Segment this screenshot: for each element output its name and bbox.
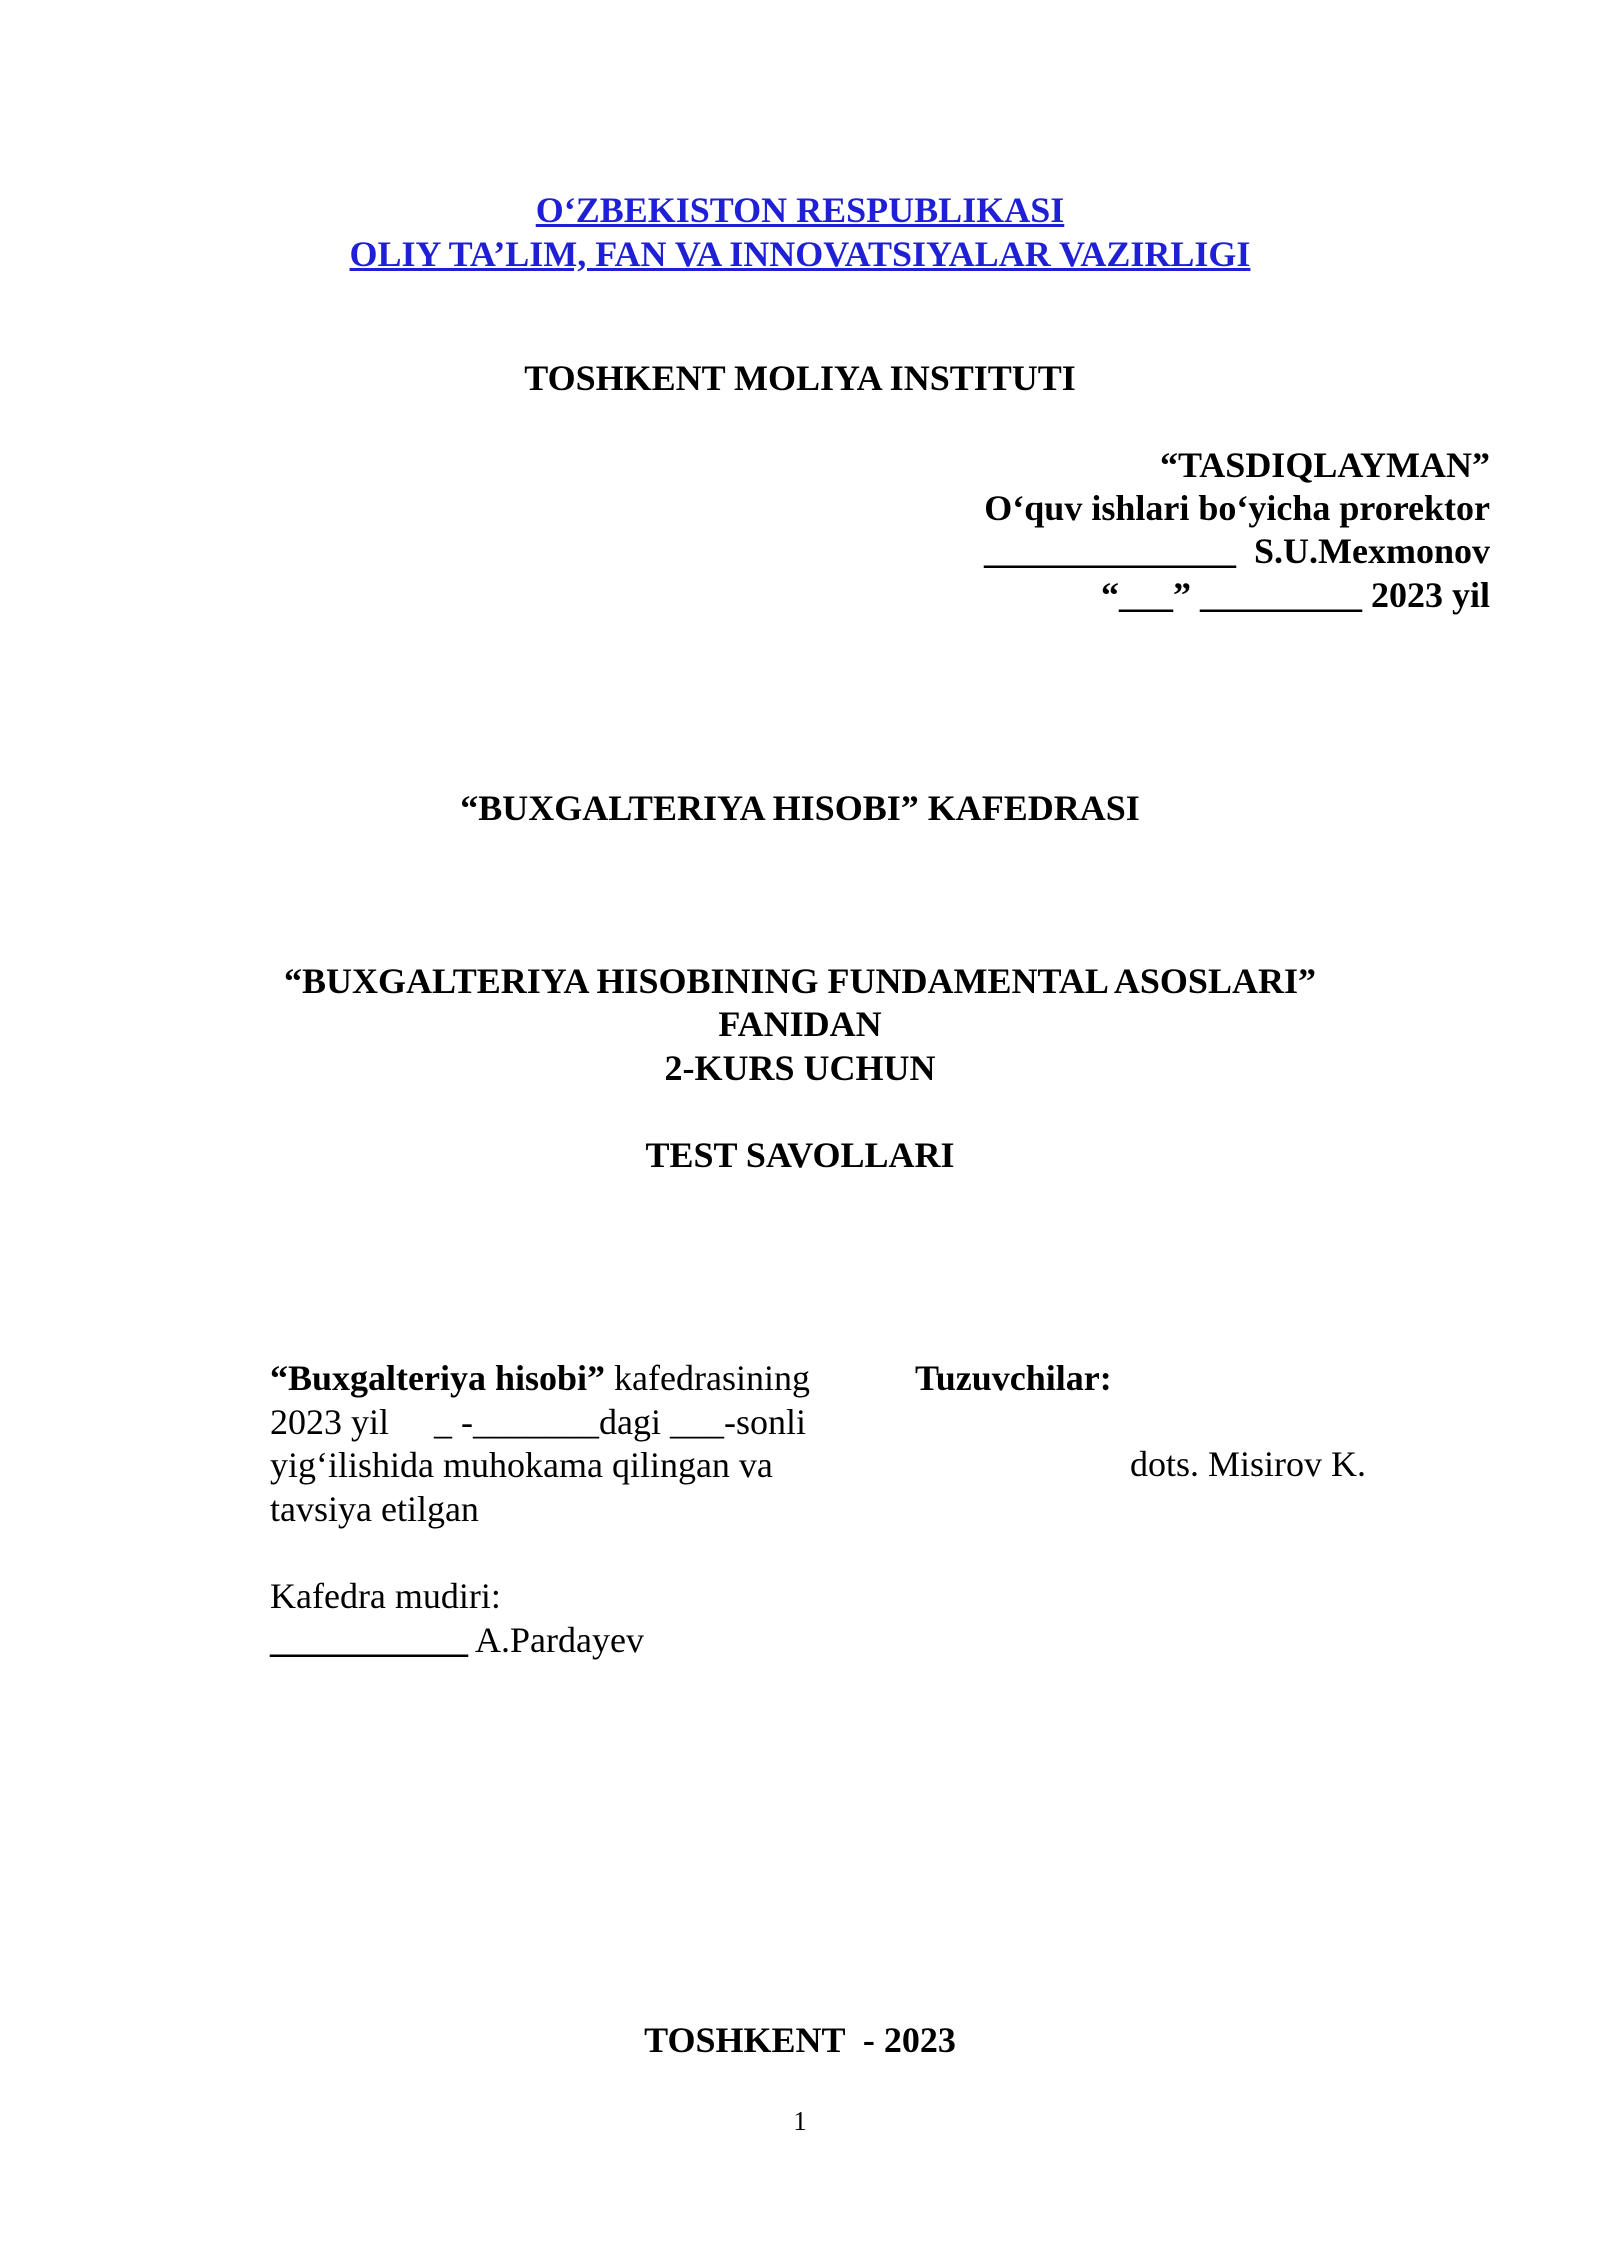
discussion-dept-name: “Buxgalteriya hisobi”	[270, 1358, 606, 1398]
discussion-line-4: tavsiya etilgan	[270, 1489, 479, 1529]
ministry-line-1[interactable]: O‘ZBEKISTON RESPUBLIKASI	[535, 190, 1065, 230]
approval-position: O‘quv ishlari bo‘yicha prorektor	[984, 488, 1490, 528]
department-head-signature	[270, 1622, 644, 1658]
city-year: TOSHKENT - 2023	[644, 2020, 956, 2060]
approval-signature-line: ______________ S.U.Mexmonov	[984, 531, 1490, 571]
subject-line-1: “BUXGALTERIYA HISOBINING FUNDAMENTAL ASOSLARI”	[284, 961, 1316, 1001]
author-name: dots. Misirov K.	[1130, 1444, 1367, 1484]
subject-line-2: FANIDAN	[718, 1004, 882, 1044]
discussion-line-3: yig‘ilishida muhokama qilingan va	[270, 1445, 773, 1485]
institute-name: TOSHKENT MOLIYA INSTITUTI	[524, 358, 1076, 398]
page-number: 1	[793, 2106, 807, 2136]
approval-date-line: “___” _________ 2023 yil	[1100, 575, 1490, 615]
discussion-line-1	[270, 1360, 810, 1396]
department-head-name: A.Pardayev	[468, 1620, 644, 1660]
approval-title: “TASDIQLAYMAN”	[1159, 445, 1490, 485]
ministry-line-2[interactable]: OLIY TA’LIM, FAN VA INNOVATSIYALAR VAZIRLIGI	[349, 234, 1251, 274]
discussion-line-2: 2023 yil _ -_______dagi ___-sonli	[270, 1402, 806, 1442]
department-name: “BUXGALTERIYA HISOBI” KAFEDRASI	[460, 788, 1140, 828]
department-head-label: Kafedra mudiri:	[270, 1576, 501, 1616]
discussion-dept-rest: kafedrasining	[605, 1358, 810, 1398]
document-title: TEST SAVOLLARI	[645, 1135, 955, 1175]
subject-line-3: 2-KURS UCHUN	[664, 1048, 936, 1088]
authors-label: Tuzuvchilar:	[915, 1358, 1112, 1398]
signature-line: ___________	[270, 1620, 468, 1660]
